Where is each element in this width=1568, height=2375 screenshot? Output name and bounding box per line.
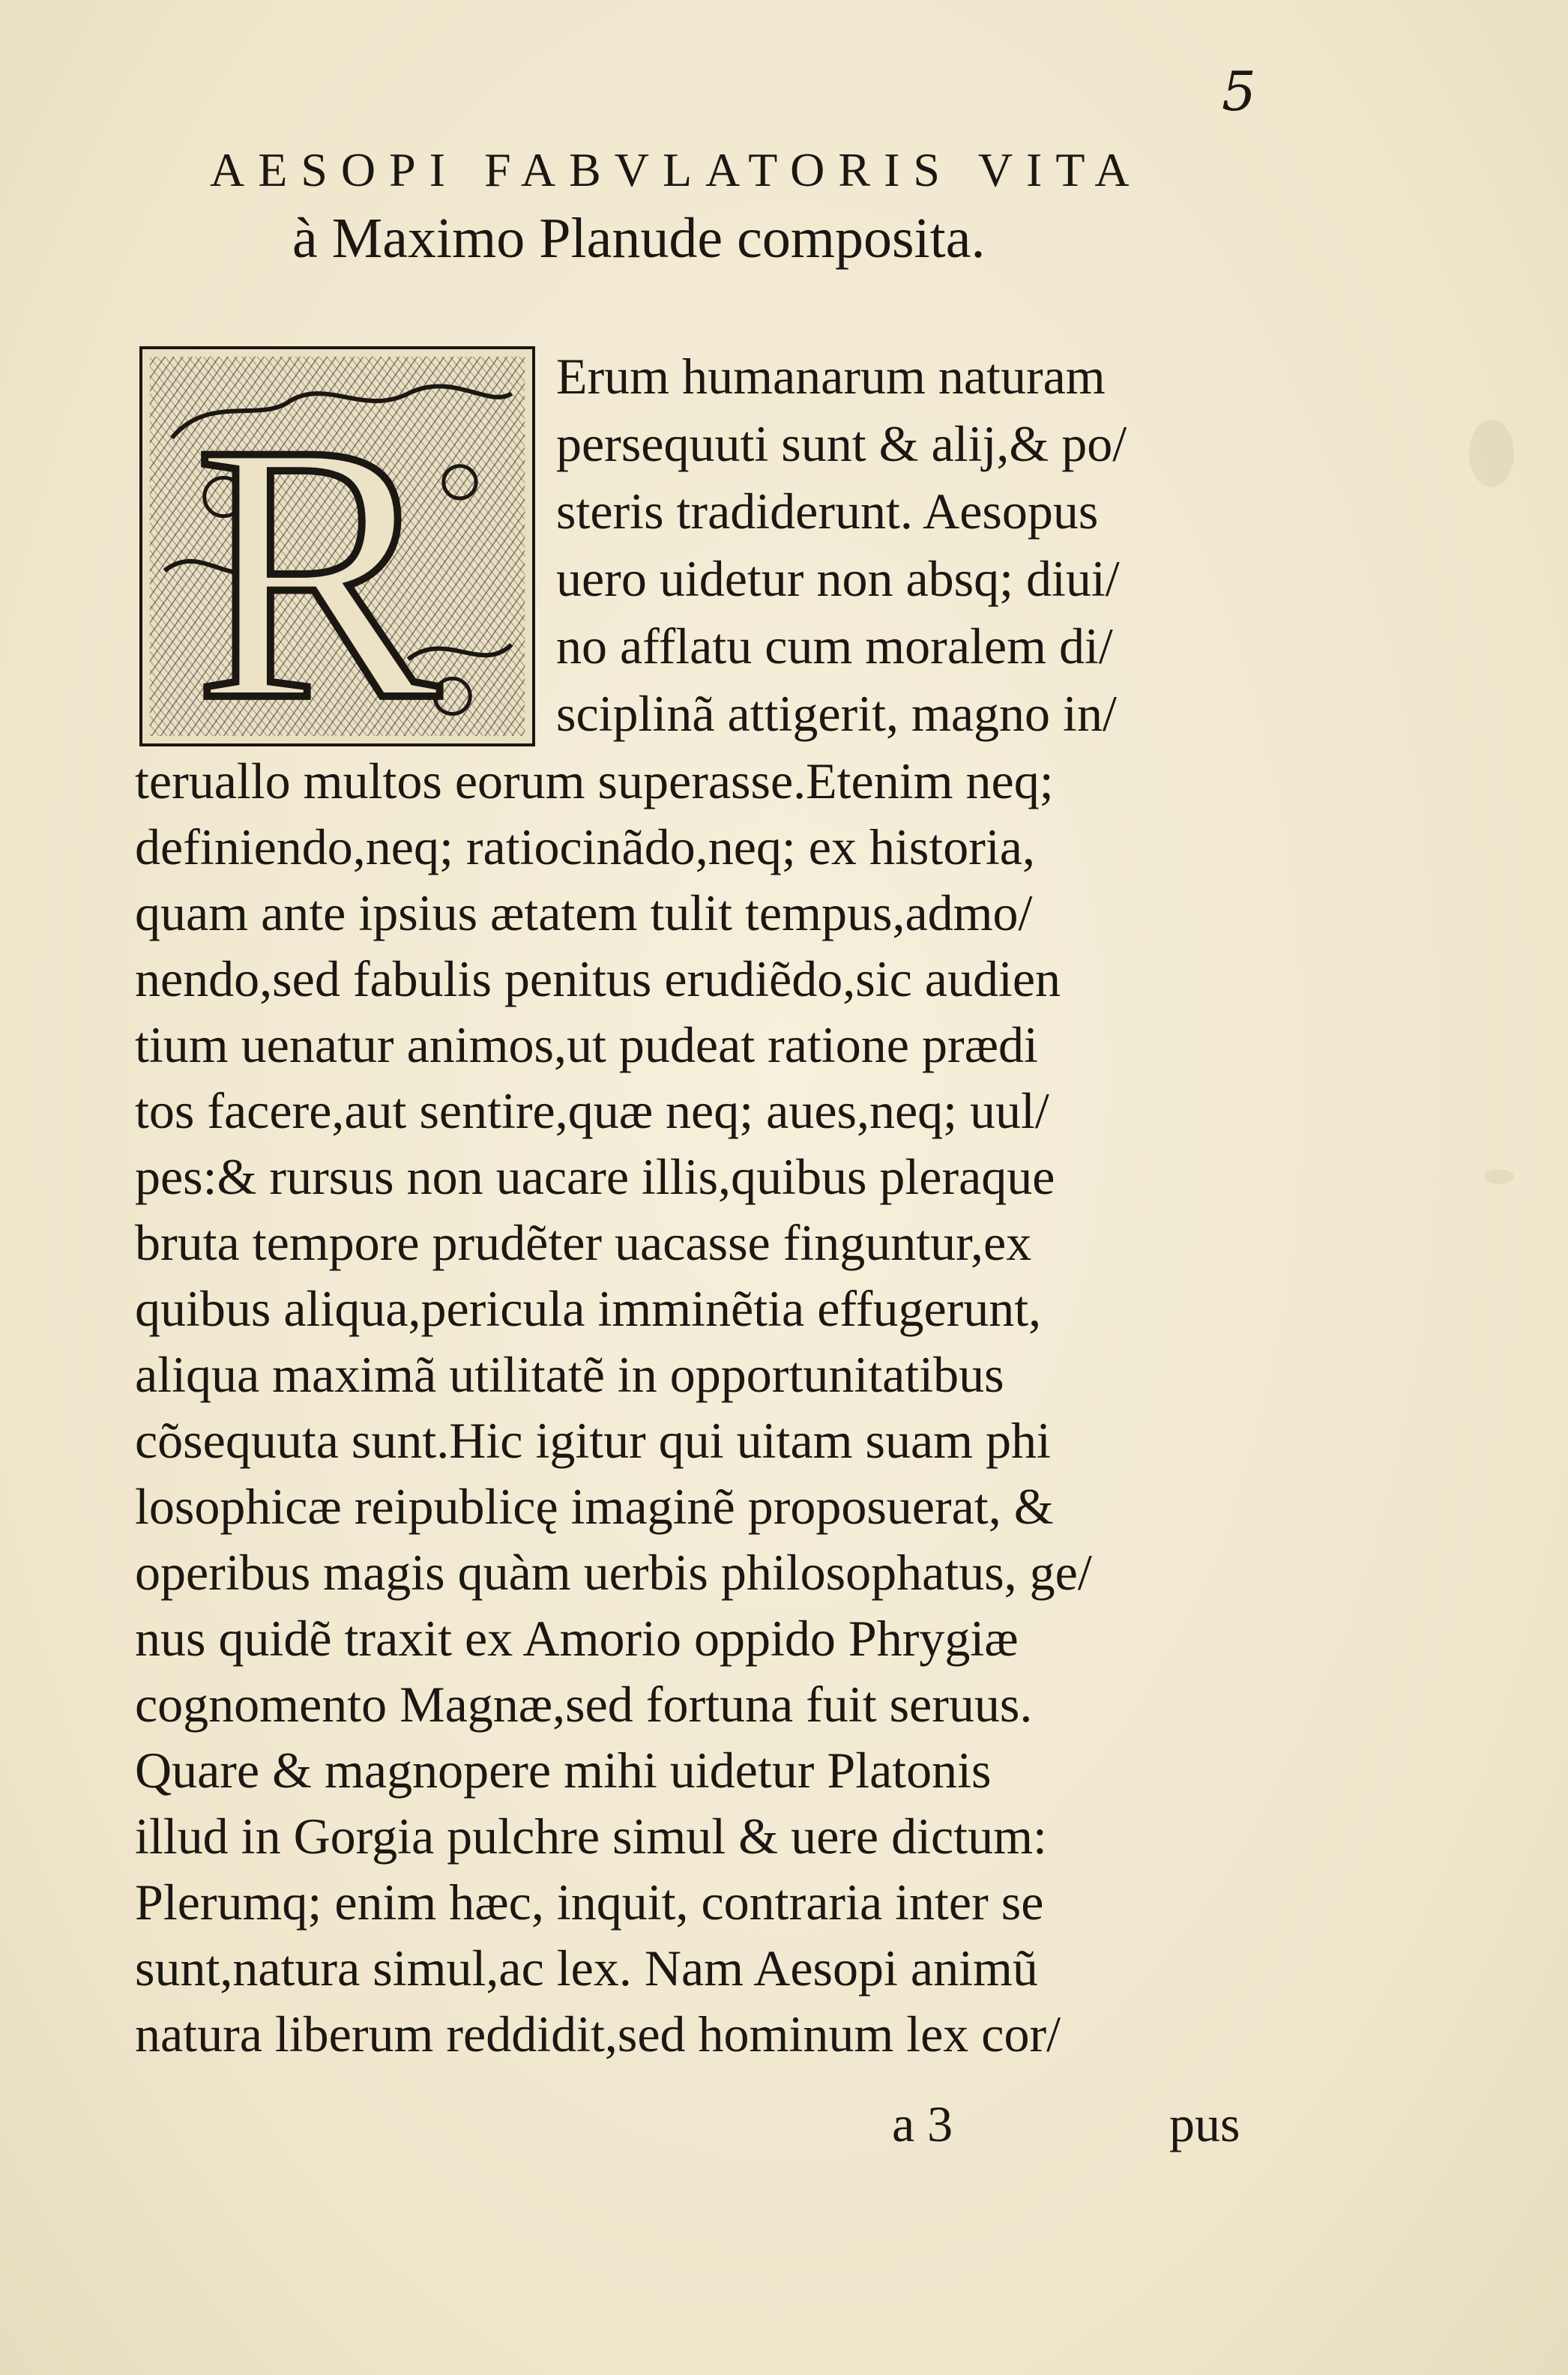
- text-line: sunt,natura simul,ac lex. Nam Aesopi animũ: [135, 1940, 1038, 1997]
- text-line: aliqua maximã utilitatẽ in opportunitatibus: [135, 1346, 1004, 1403]
- title-line-1: AESOPI FABVLATORIS VITA: [210, 143, 1143, 196]
- text-line: persequuti sunt & alij,& po/: [556, 415, 1127, 472]
- title-line-2: à Maximo Planude composita.: [292, 207, 986, 270]
- text-line: quibus aliqua,pericula imminẽtia effugerunt,: [135, 1280, 1042, 1337]
- text-line: nus quidẽ traxit ex Amorio oppido Phrygiæ: [135, 1610, 1019, 1667]
- text-line: cognomento Magnæ,sed fortuna fuit seruus.: [135, 1676, 1033, 1733]
- page-number: 5: [1222, 60, 1256, 123]
- text-line: uero uidetur non absq; diui/: [556, 550, 1120, 607]
- text-line: Quare & magnopere mihi uidetur Platonis: [135, 1742, 992, 1799]
- text-line: illud in Gorgia pulchre simul & uere dictum:: [135, 1808, 1047, 1865]
- text-line: operibus magis quàm uerbis philosophatus, ge/: [135, 1544, 1092, 1601]
- text-line: steris tradiderunt. Aesopus: [556, 483, 1099, 540]
- text-line: quam ante ipsius ætatem tulit tempus,admo/: [135, 884, 1033, 941]
- text-line: losophicæ reipublicę imaginẽ proposuerat, &: [135, 1478, 1054, 1535]
- ink-stain: [1469, 420, 1514, 487]
- decorated-initial: [139, 346, 535, 746]
- text-line: Erum humanarum naturam: [556, 348, 1106, 405]
- text-line: bruta tempore prudẽter uacasse finguntur,ex: [135, 1214, 1032, 1271]
- text-line: sciplinã attigerit, magno in/: [556, 685, 1117, 742]
- text-line: pes:& rursus non uacare illis,quibus pleraque: [135, 1148, 1055, 1205]
- initial-letter: R: [193, 366, 441, 743]
- text-line: teruallo multos eorum superasse.Etenim neq;: [135, 752, 1054, 809]
- text-line: cõsequuta sunt.Hic igitur qui uitam suam phi: [135, 1412, 1051, 1469]
- woodcut-initial-r: [142, 349, 532, 743]
- text-line: tium uenatur animos,ut pudeat ratione prædi: [135, 1016, 1038, 1073]
- text-line: Plerumq; enim hæc, inquit, contraria inter se: [135, 1874, 1044, 1931]
- text-line: tos facere,aut sentire,quæ neq; aues,neq; uul/: [135, 1082, 1049, 1139]
- signature-mark: a 3: [892, 2095, 953, 2152]
- ink-stain: [1484, 1169, 1514, 1184]
- catchword: pus: [1169, 2095, 1240, 2152]
- text-line: definiendo,neq; ratiocinãdo,neq; ex historia,: [135, 818, 1035, 875]
- text-line: natura liberum reddidit,sed hominum lex cor/: [135, 2006, 1061, 2062]
- text-line: no afflatu cum moralem di/: [556, 618, 1113, 675]
- text-line: nendo,sed fabulis penitus erudiẽdo,sic audien: [135, 950, 1061, 1007]
